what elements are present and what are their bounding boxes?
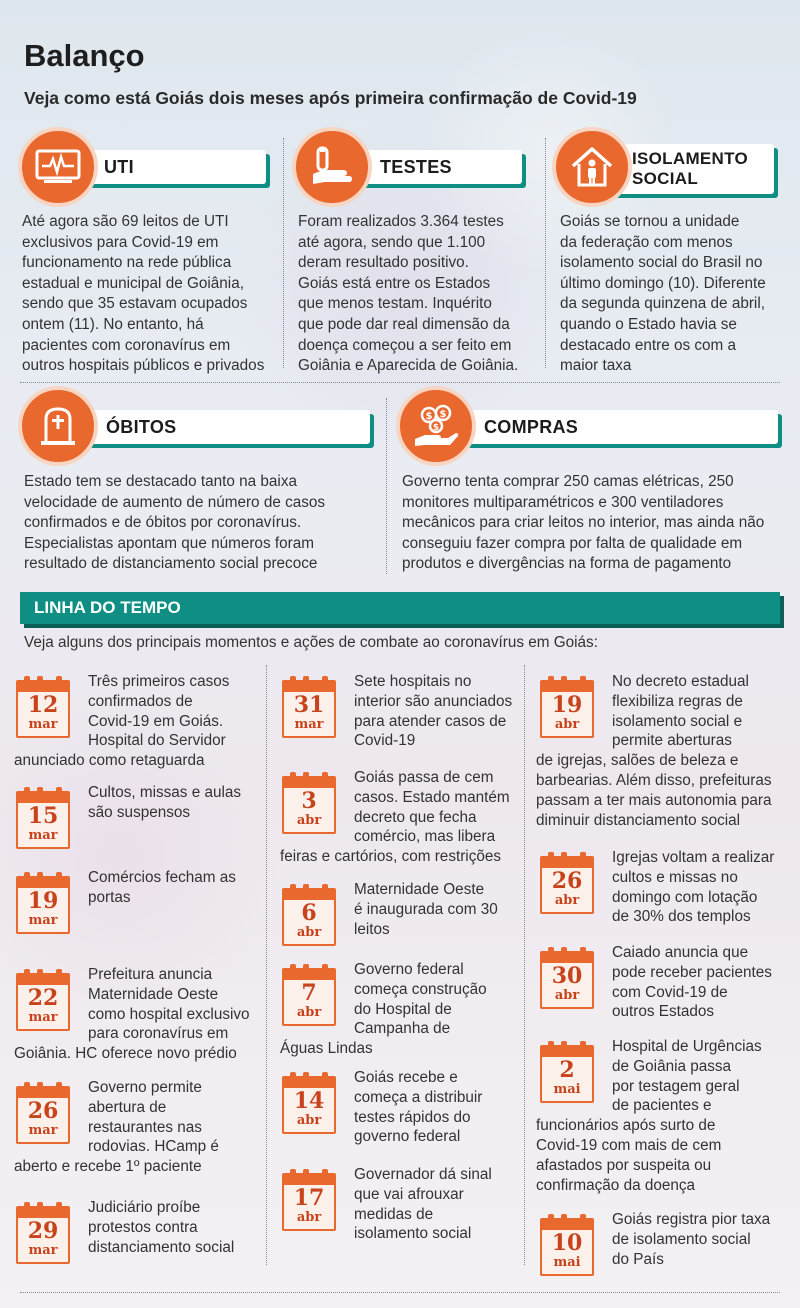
timeline-event-line: No decreto estadual xyxy=(612,673,749,690)
timeline-event-line: começa a distribuir xyxy=(354,1088,483,1106)
timeline-event-line: Hospital do Servidor xyxy=(88,732,226,750)
divider xyxy=(524,665,525,1265)
timeline-event-line: Goiás recebe e xyxy=(354,1069,458,1086)
calendar-ring xyxy=(548,852,554,864)
timeline-event-line: aberto e recebe 1º paciente xyxy=(14,1158,202,1176)
obitos-label xyxy=(80,410,370,444)
timeline-event-line: pode receber pacientes xyxy=(612,963,772,981)
uti-badge xyxy=(18,127,98,207)
calendar-ring xyxy=(290,884,296,896)
timeline-event-line: de Goiânia passa xyxy=(612,1057,732,1075)
divider xyxy=(20,1292,780,1293)
text-line: isolamento social do Brasil no xyxy=(560,254,763,272)
timeline-event-line: Igrejas voltam a realizar xyxy=(612,849,775,866)
calendar-ring xyxy=(322,884,328,896)
compras-text xyxy=(402,472,792,575)
timeline-event-line: Comércios fecham as xyxy=(88,869,236,886)
timeline-event-line: comércio, mas libera xyxy=(354,828,496,846)
text-line: Foram realizados 3.364 testes xyxy=(298,213,504,230)
calendar-date-icon xyxy=(282,1076,336,1134)
timeline-event-line: abertura de xyxy=(88,1098,167,1116)
timeline-event-line: Governador dá sinal xyxy=(354,1166,492,1183)
calendar-day: 14 xyxy=(293,1088,325,1114)
timeline-event-line: do Hospital de xyxy=(354,1000,452,1018)
calendar-month: abr xyxy=(554,988,580,1003)
calendar-ring xyxy=(580,852,586,864)
timeline-event-line: casos. Estado mantém xyxy=(354,788,510,806)
timeline-event-line: Cultos, missas e aulas xyxy=(88,784,242,801)
calendar-ring xyxy=(290,964,296,976)
divider xyxy=(20,382,780,383)
calendar-date-icon xyxy=(540,680,594,738)
text-line: exclusivos para Covid-19 em xyxy=(22,233,219,251)
timeline-event-line: flexibiliza regras de xyxy=(612,692,743,710)
text-line: Estado tem se destacado tanto na baixa xyxy=(24,473,297,490)
timeline-event-line: Campanha de xyxy=(354,1020,451,1038)
calendar-month: mai xyxy=(553,1255,581,1270)
calendar-month: abr xyxy=(554,717,580,732)
calendar-date-icon xyxy=(540,951,594,1009)
timeline-event-line: é inaugurada com 30 xyxy=(354,900,498,918)
calendar-ring xyxy=(24,872,30,884)
calendar-day: 6 xyxy=(301,900,317,926)
timeline-event-line: Governo federal xyxy=(354,961,464,978)
calendar-day: 17 xyxy=(293,1185,325,1211)
timeline-event-line: Goiânia. HC oferece novo prédio xyxy=(14,1045,237,1063)
timeline-event-line: barbearias. Além disso, prefeituras xyxy=(536,772,772,789)
timeline-event-line: confirmados de xyxy=(88,692,193,710)
timeline-event-line: funcionários após surto de xyxy=(536,1117,716,1135)
timeline-event-line: anunciado como retaguarda xyxy=(14,752,205,770)
timeline-event-line: são suspensos xyxy=(88,803,191,821)
calendar-date-icon xyxy=(16,1086,70,1144)
calendar-ring xyxy=(37,1202,43,1214)
calendar-month: mai xyxy=(553,1082,581,1097)
timeline-event-line: outros Estados xyxy=(612,1003,715,1021)
calendar-ring xyxy=(303,772,309,784)
calendar-month: mar xyxy=(28,828,58,843)
isolamento-label-line2: SOCIAL xyxy=(632,169,699,188)
calendar-date-icon xyxy=(16,876,70,934)
testes-label xyxy=(352,150,522,184)
calendar-ring xyxy=(290,676,296,688)
calendar-ring xyxy=(24,969,30,981)
timeline-title: LINHA DO TEMPO xyxy=(34,598,181,617)
calendar-ring xyxy=(561,852,567,864)
calendar-ring xyxy=(37,872,43,884)
calendar-ring xyxy=(24,1202,30,1214)
timeline-event-line: Judiciário proíbe xyxy=(88,1199,201,1216)
text-line: confirmados e de óbitos por coronavírus. xyxy=(24,514,302,532)
text-line: maior taxa xyxy=(560,357,632,375)
text-line: conseguiu fazer compra por falta de qualidade em xyxy=(402,534,743,552)
text-line: sendo que 35 estavam ocupados xyxy=(22,295,248,313)
timeline-event-line: decreto que fecha xyxy=(354,808,477,826)
timeline-event-line: de igrejas, salões de beleza e xyxy=(536,752,739,770)
calendar-ring xyxy=(56,1202,62,1214)
calendar-ring xyxy=(290,1169,296,1181)
text-line: destacado entre os com a xyxy=(560,336,737,354)
divider xyxy=(386,398,387,574)
timeline-event-line: do País xyxy=(612,1250,664,1268)
text-line: deram resultado positivo. xyxy=(298,254,469,272)
timeline-event-line: Governo permite xyxy=(88,1079,202,1096)
calendar-day: 19 xyxy=(551,692,583,718)
calendar-ring xyxy=(24,676,30,688)
timeline-event-line: passam a ter mais autonomia para xyxy=(536,791,772,809)
isolamento-label-line1: ISOLAMENTO xyxy=(632,149,749,168)
calendar-date-icon xyxy=(540,856,594,914)
test-tube-hand-icon xyxy=(309,144,355,190)
svg-text:$: $ xyxy=(432,423,440,433)
timeline-event-line: Hospital de Urgências xyxy=(612,1038,762,1055)
calendar-date-icon xyxy=(282,680,336,738)
calendar-ring xyxy=(24,1082,30,1094)
calendar-date-icon xyxy=(282,888,336,946)
calendar-month: mar xyxy=(28,1243,58,1258)
calendar-ring xyxy=(322,964,328,976)
calendar-ring xyxy=(580,1041,586,1053)
calendar-day: 15 xyxy=(27,803,59,829)
calendar-day: 29 xyxy=(27,1218,59,1244)
timeline-event-line: Águas Lindas xyxy=(280,1040,373,1058)
text-line: funcionamento na rede pública xyxy=(22,254,232,272)
divider xyxy=(545,138,546,368)
page-subtitle: Veja como está Goiás dois meses após primeira confirmação de Covid-19 xyxy=(24,88,637,108)
text-line: mecânicos para criar leitos no interior, mas ainda não xyxy=(402,514,765,532)
text-line: que pode dar real dimensão da xyxy=(298,315,510,333)
calendar-date-icon xyxy=(540,1218,594,1276)
text-line: até agora, sendo que 1.100 xyxy=(298,233,486,251)
calendar-ring xyxy=(56,1082,62,1094)
compras-label-text: COMPRAS xyxy=(484,416,579,437)
text-line: Goiânia e Aparecida de Goiânia. xyxy=(298,357,519,375)
timeline-event-line: Sete hospitais no xyxy=(354,673,472,690)
calendar-ring xyxy=(303,676,309,688)
timeline-event-line: isolamento social e xyxy=(612,712,743,730)
timeline-event-line: afastados por suspeita ou xyxy=(536,1156,712,1174)
calendar-ring xyxy=(290,1072,296,1084)
timeline-event-line: isolamento social xyxy=(354,1225,472,1243)
text-line: ontem (11). No entanto, há xyxy=(22,315,204,333)
calendar-ring xyxy=(548,676,554,688)
text-line: outros hospitais públicos e privados xyxy=(22,357,265,375)
obitos-label-text: ÓBITOS xyxy=(106,416,177,437)
isolamento-text xyxy=(560,212,790,377)
calendar-date-icon xyxy=(16,680,70,738)
page-title: Balanço xyxy=(24,38,145,73)
calendar-ring xyxy=(24,787,30,799)
calendar-ring xyxy=(56,676,62,688)
calendar-ring xyxy=(303,1072,309,1084)
calendar-month: mar xyxy=(28,1010,58,1025)
timeline-event-line: testes rápidos do xyxy=(354,1108,471,1126)
timeline-event-line: diminuir distanciamento social xyxy=(536,811,741,829)
timeline-event-line: portas xyxy=(88,888,131,906)
uti-label-text: UTI xyxy=(104,156,134,177)
calendar-month: abr xyxy=(296,1113,322,1128)
text-line: quando o Estado havia se xyxy=(560,315,737,333)
timeline-event-line: domingo com lotação xyxy=(612,888,758,906)
calendar-day: 2 xyxy=(559,1057,575,1083)
person-house-icon xyxy=(569,144,615,190)
calendar-day: 26 xyxy=(551,868,583,894)
timeline-event-line: Covid-19 xyxy=(354,732,416,750)
calendar-ring xyxy=(580,1214,586,1226)
calendar-day: 22 xyxy=(27,985,59,1011)
timeline-event-line: como hospital exclusivo xyxy=(88,1005,250,1023)
calendar-month: abr xyxy=(296,925,322,940)
timeline-event-line: Prefeitura anuncia xyxy=(88,966,213,983)
timeline-event-line: Goiás passa de cem xyxy=(354,769,494,786)
divider xyxy=(266,665,267,1265)
timeline-event-line: Três primeiros casos xyxy=(88,673,230,690)
calendar-day: 7 xyxy=(301,980,317,1006)
testes-badge xyxy=(292,127,372,207)
timeline-event-line: protestos contra xyxy=(88,1218,198,1236)
calendar-ring xyxy=(56,787,62,799)
calendar-month: abr xyxy=(296,1005,322,1020)
timeline-event-line: governo federal xyxy=(354,1128,461,1146)
calendar-month: mar xyxy=(28,1123,58,1138)
timeline-event-line: cultos e missas no xyxy=(612,868,738,886)
timeline-event-line: Covid-19 em Goiás. xyxy=(88,712,224,730)
text-line: pacientes com coronavírus em xyxy=(22,336,231,354)
calendar-ring xyxy=(56,969,62,981)
text-line: Especialistas apontam que números foram xyxy=(24,534,314,552)
calendar-ring xyxy=(303,1169,309,1181)
calendar-ring xyxy=(580,676,586,688)
text-line: Governo tenta comprar 250 camas elétricas, 250 xyxy=(402,473,734,490)
calendar-month: abr xyxy=(554,893,580,908)
calendar-month: abr xyxy=(296,813,322,828)
timeline-event-line: Covid-19 com mais de cem xyxy=(536,1137,722,1154)
calendar-date-icon xyxy=(282,776,336,834)
calendar-ring xyxy=(37,969,43,981)
text-line: resultado de distanciamento social precoce xyxy=(24,555,318,573)
calendar-ring xyxy=(37,787,43,799)
timeline-event-line: com Covid-19 de xyxy=(612,983,728,1001)
obitos-badge xyxy=(18,386,98,466)
calendar-date-icon xyxy=(16,791,70,849)
timeline-event-line: rodovias. HCamp é xyxy=(88,1138,219,1156)
calendar-day: 26 xyxy=(27,1098,59,1124)
uti-label xyxy=(80,150,266,184)
calendar-month: mar xyxy=(28,913,58,928)
calendar-ring xyxy=(548,947,554,959)
text-line: Goiás está entre os Estados xyxy=(298,274,491,292)
text-line: último domingo (10). Diferente xyxy=(560,274,766,292)
text-line: que menos testam. Inquérito xyxy=(298,295,492,313)
calendar-day: 31 xyxy=(293,692,325,718)
isolamento-badge xyxy=(552,127,632,207)
timeline-event-line: Maternidade Oeste xyxy=(88,985,219,1003)
text-line: estadual e municipal de Goiânia, xyxy=(22,274,244,292)
calendar-day: 3 xyxy=(301,788,317,814)
calendar-month: abr xyxy=(296,1210,322,1225)
text-line: da segunda quinzena de abril, xyxy=(560,295,765,313)
calendar-month: mar xyxy=(294,717,324,732)
calendar-ring xyxy=(561,676,567,688)
text-line: Goiás se tornou a unidade xyxy=(560,213,740,230)
text-line: produtos e divergências na forma de pagamento xyxy=(402,555,732,573)
calendar-ring xyxy=(561,1214,567,1226)
timeline-event-line: de pacientes e xyxy=(612,1097,712,1115)
text-line: doença começou a ser feito em xyxy=(298,336,512,354)
calendar-ring xyxy=(561,947,567,959)
testes-label-text: TESTES xyxy=(380,156,452,177)
calendar-ring xyxy=(37,676,43,688)
timeline-event-line: começa construção xyxy=(354,980,487,998)
calendar-ring xyxy=(548,1214,554,1226)
hand-money-icon xyxy=(412,403,460,449)
calendar-day: 30 xyxy=(551,963,583,989)
timeline-event-line: feiras e cartórios, com restrições xyxy=(280,848,502,866)
uti-text xyxy=(22,212,278,377)
calendar-ring xyxy=(303,964,309,976)
testes-text xyxy=(298,212,538,377)
timeline-event-line: permite aberturas xyxy=(612,732,732,750)
obitos-text xyxy=(24,472,374,575)
text-line: velocidade de aumento de número de casos xyxy=(24,493,326,511)
timeline-event-line: distanciamento social xyxy=(88,1238,235,1256)
calendar-ring xyxy=(580,947,586,959)
timeline-event-line: leitos xyxy=(354,920,390,938)
timeline-event-line: de isolamento social xyxy=(612,1230,751,1248)
timeline-event-line: Goiás registra pior taxa xyxy=(612,1211,771,1228)
timeline-event-line: restaurantes nas xyxy=(88,1118,202,1136)
calendar-month: mar xyxy=(28,717,58,732)
tombstone-icon xyxy=(35,403,81,449)
timeline-header xyxy=(20,592,780,624)
timeline-intro: Veja alguns dos principais momentos e ações de combate ao coronavírus em Goiás: xyxy=(24,634,598,651)
calendar-ring xyxy=(322,1169,328,1181)
timeline-event-line: interior são anunciados xyxy=(354,692,513,710)
calendar-date-icon xyxy=(540,1045,594,1103)
calendar-ring xyxy=(322,676,328,688)
calendar-date-icon xyxy=(16,973,70,1031)
timeline-event-line: por testagem geral xyxy=(612,1077,740,1095)
heart-monitor-icon xyxy=(34,147,82,187)
calendar-ring xyxy=(303,884,309,896)
calendar-ring xyxy=(37,1082,43,1094)
calendar-day: 10 xyxy=(551,1230,583,1256)
calendar-date-icon xyxy=(282,968,336,1026)
timeline-event-line: que vai afrouxar xyxy=(354,1185,464,1203)
divider xyxy=(283,138,284,368)
timeline-event-line: de 30% dos templos xyxy=(612,908,751,926)
calendar-ring xyxy=(56,872,62,884)
calendar-ring xyxy=(290,772,296,784)
compras-label xyxy=(458,410,778,444)
text-line: Até agora são 69 leitos de UTI xyxy=(22,213,229,230)
calendar-day: 12 xyxy=(27,692,59,718)
timeline-event-line: para atender casos de xyxy=(354,712,507,730)
text-line: monitores multiparamétricos e 300 ventiladores xyxy=(402,493,724,511)
calendar-ring xyxy=(322,1072,328,1084)
compras-badge xyxy=(396,386,476,466)
calendar-ring xyxy=(548,1041,554,1053)
timeline-event-line: confirmação da doença xyxy=(536,1176,696,1194)
calendar-day: 19 xyxy=(27,888,59,914)
calendar-date-icon xyxy=(16,1206,70,1264)
timeline-event-line: medidas de xyxy=(354,1205,434,1223)
svg-text:$: $ xyxy=(439,409,447,420)
timeline-event-line: para coronavírus em xyxy=(88,1025,229,1043)
text-line: da federação com menos xyxy=(560,233,733,251)
svg-text:$: $ xyxy=(425,411,433,422)
calendar-ring xyxy=(322,772,328,784)
isolamento-label xyxy=(612,144,774,194)
timeline-event-line: Caiado anuncia que xyxy=(612,944,749,961)
calendar-date-icon xyxy=(282,1173,336,1231)
timeline-event-line: Maternidade Oeste xyxy=(354,881,485,898)
calendar-ring xyxy=(561,1041,567,1053)
